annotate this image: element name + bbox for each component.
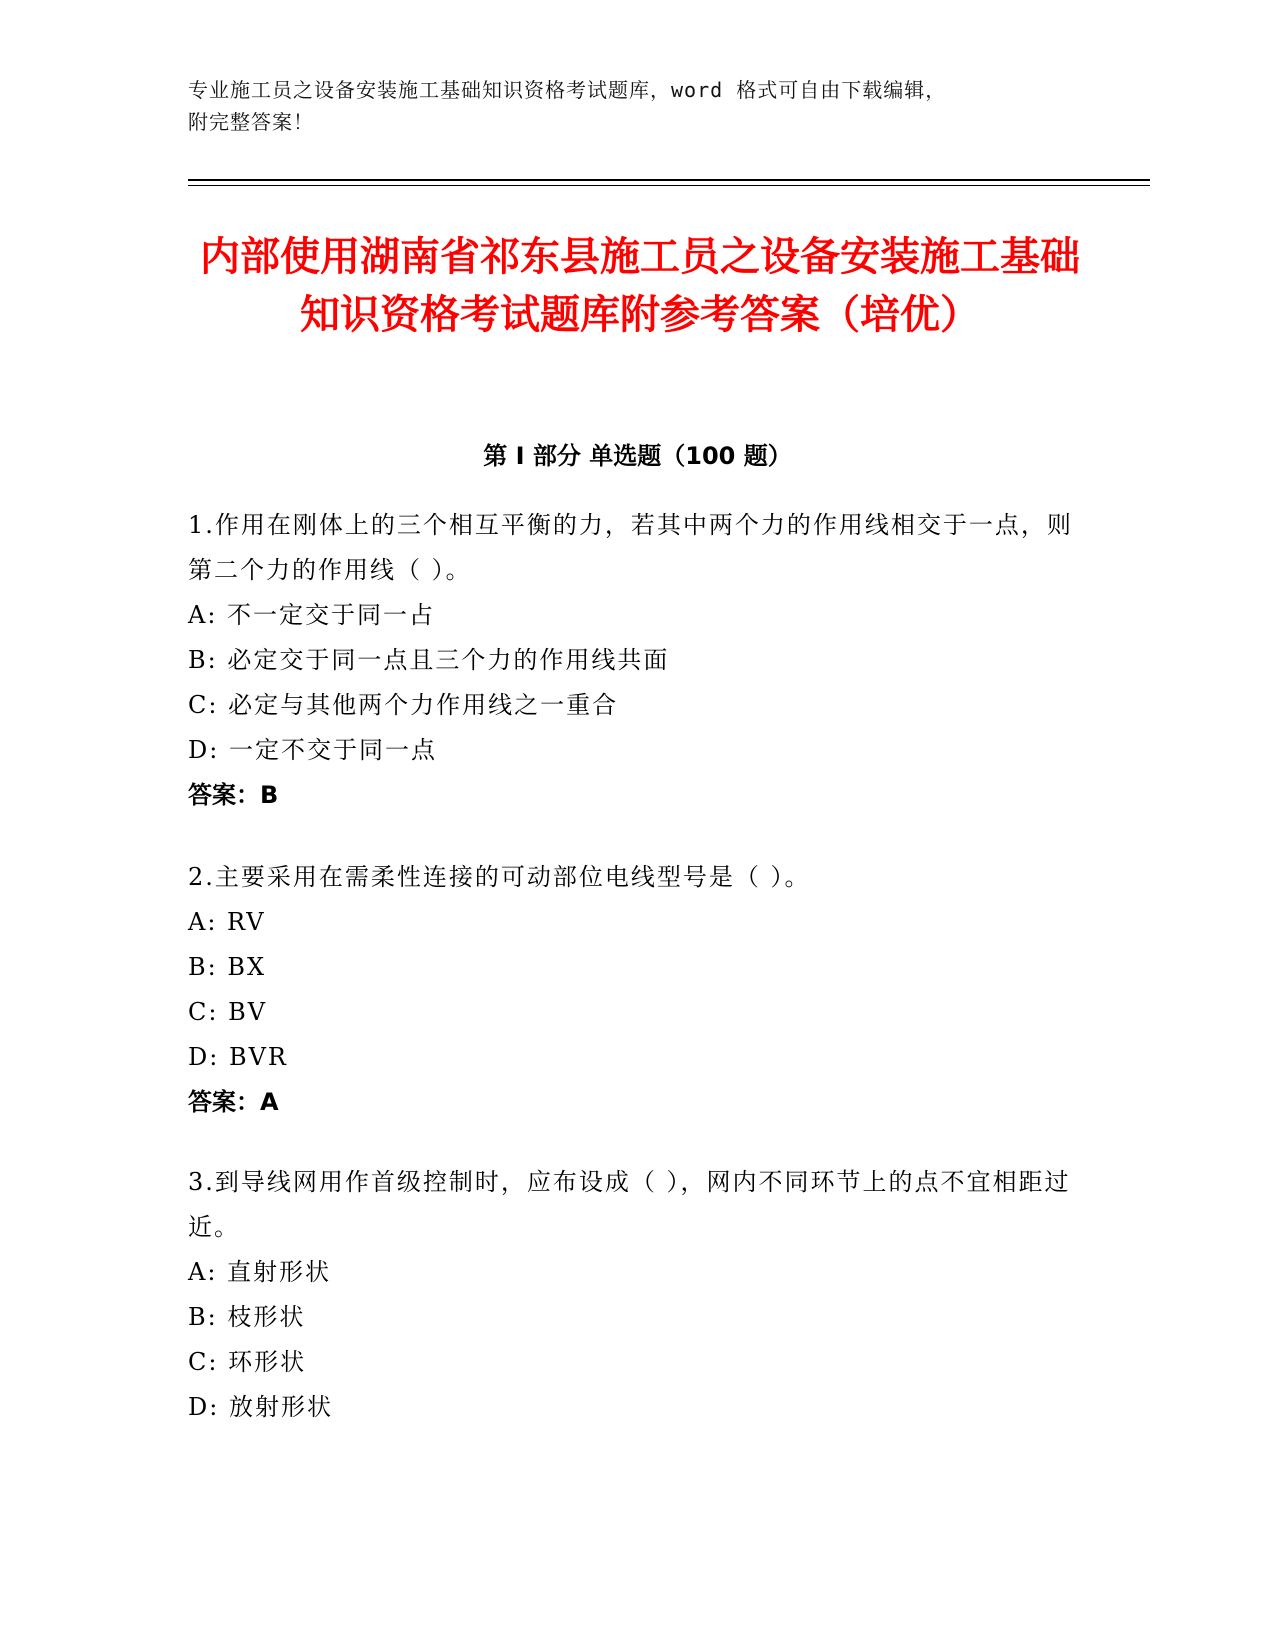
header-note-line-1: 专业施工员之设备安装施工基础知识资格考试题库，word 格式可自由下载编辑， [188,78,947,102]
answer: 答案：A [188,1088,279,1116]
document-title: 内部使用湖南省祁东县施工员之设备安装施工基础知识资格考试题库附参考答案（培优） [200,234,1080,338]
question-1 [188,503,1088,818]
option-b: B: 必定交于同一点且三个力的作用线共面 [188,646,670,674]
option-d: D: BVR [188,1043,288,1071]
answer: 答案：B [188,781,279,809]
option-c: C: 必定与其他两个力作用线之一重合 [188,691,619,719]
option-c: C: 环形状 [188,1348,307,1376]
header-note-line-2: 附完整答案！ [188,110,314,134]
header-note [188,74,1088,138]
option-a: A: RV [188,908,266,936]
option-d: D: 放射形状 [188,1393,333,1421]
header-divider-thin [188,185,1150,186]
question-stem: 3.到导线网用作首级控制时，应布设成（ ），网内不同环节上的点不宜相距过近。 [188,1168,1071,1241]
question-2 [188,855,1088,1125]
section-title: 第 I 部分 单选题（100 题） [483,442,792,470]
option-a: A: 不一定交于同一占 [188,601,436,629]
question-stem: 2.主要采用在需柔性连接的可动部位电线型号是（ ）。 [188,863,811,891]
question-3 [188,1160,1088,1430]
option-b: B: 枝形状 [188,1303,306,1331]
option-b: B: BX [188,953,267,981]
option-c: C: BV [188,998,268,1026]
header-divider-thick [188,179,1150,181]
option-a: A: 直射形状 [188,1258,332,1286]
question-stem: 1.作用在刚体上的三个相互平衡的力，若其中两个力的作用线相交于一点，则第二个力的作用线（ ）。 [188,511,1073,584]
option-d: D: 一定不交于同一点 [188,736,437,764]
